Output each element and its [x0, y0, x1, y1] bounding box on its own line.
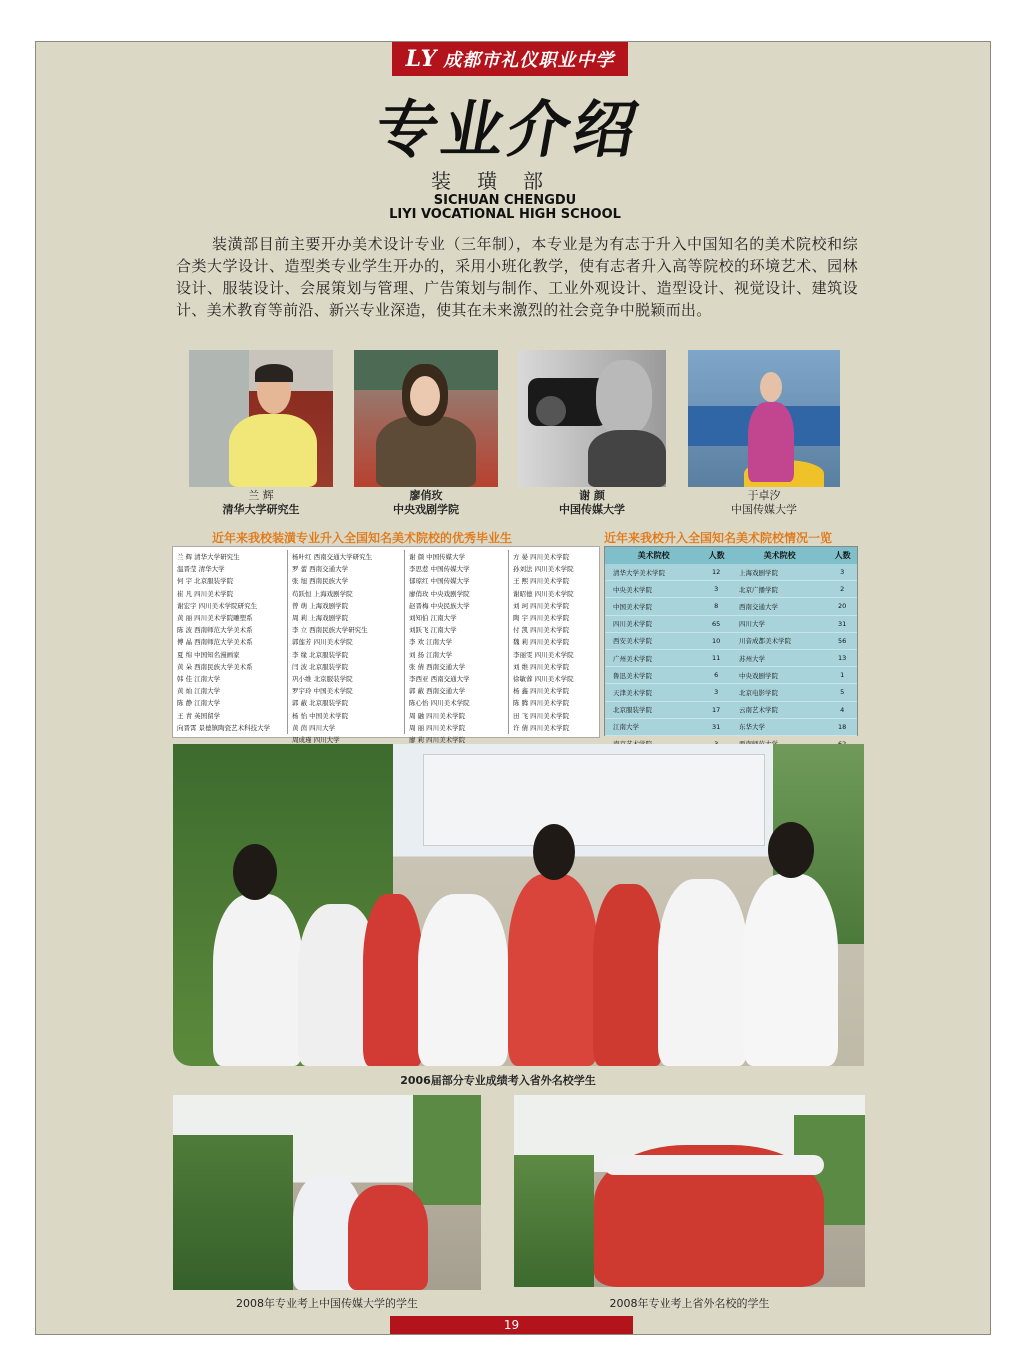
schools-table-row: [605, 718, 857, 735]
schools-table-row: [605, 615, 857, 632]
alumni-school: 中国传媒大学: [559, 503, 625, 516]
graduate-entry: 刘 扬 江南大学: [409, 650, 453, 659]
graduate-entry: 刘 维 四川美术学院: [513, 662, 570, 671]
outside-2008-caption: 2008年专业考上省外名校的学生: [609, 1297, 770, 1310]
graduate-entry: 夏 绵 中国知名漫画家: [177, 650, 240, 659]
school-name-cell: 云南艺术学院: [731, 701, 828, 718]
student-count-cell: 31: [702, 718, 731, 735]
english-name-line2: LIYI VOCATIONAL HIGH SCHOOL: [389, 207, 621, 222]
school-name: 成都市礼仪职业中学: [443, 50, 615, 71]
graduate-entry: 廖 莉 四川美术学院: [409, 736, 466, 745]
graduate-entry: 谢宏宇 四川美术学院研究生: [177, 601, 258, 610]
alumni-name: 于卓汐: [747, 489, 781, 502]
group-2006-caption: 2006届部分专业成绩考入省外名校学生: [400, 1074, 596, 1087]
alumni-photo-1: [189, 350, 333, 487]
school-name-cell: 西安美术学院: [605, 632, 702, 649]
school-name-cell: 北京广播学院: [731, 581, 828, 598]
schools-table-row: [605, 564, 857, 581]
graduate-entry: 黄 朵 西南民族大学美术系: [177, 662, 253, 671]
graduate-entry: 苟跃恒 上海戏剧学院: [292, 589, 353, 598]
graduate-entry: 郁琼红 中国传媒大学: [409, 577, 470, 586]
student-count-cell: 17: [702, 701, 731, 718]
graduate-entry: 陶 宇 四川美术学院: [513, 614, 570, 623]
graduate-entry: 孙刘法 四川美术学院: [513, 565, 574, 574]
graduates-column-1: [177, 551, 270, 734]
graduate-entry: 李 缘 北京服装学院: [292, 650, 349, 659]
graduate-entry: 罗 蕾 西南交通大学: [292, 565, 349, 574]
alumni-photo-3: [518, 350, 666, 487]
graduate-entry: 张 倩 西南交通大学: [409, 662, 466, 671]
graduate-entry: 韩 佳 江南大学: [177, 675, 221, 684]
graduate-entry: 李思惹 中国传媒大学: [409, 565, 470, 574]
department-title: 装璜部: [431, 169, 569, 193]
graduate-entry: 崔 凡 四川美术学院: [177, 589, 234, 598]
school-name-cell: 东华大学: [731, 718, 828, 735]
graduate-entry: 田 飞 四川美术学院: [513, 711, 570, 720]
graduate-entry: 周成瑾 四川大学: [292, 736, 340, 745]
graduate-entry: 傅 晶 西南师范大学美术系: [177, 638, 253, 647]
graduates-list: [172, 546, 600, 745]
student-count-cell: 3: [702, 684, 731, 701]
student-count-cell: 2: [828, 581, 857, 598]
student-count-cell: 8: [702, 598, 731, 615]
school-logo: LY: [405, 46, 438, 72]
school-name-cell: 北京电影学院: [731, 684, 828, 701]
alumni-school: 中国传媒大学: [731, 503, 797, 516]
graduate-entry: 谢 颜 中国传媒大学: [409, 553, 466, 561]
alumni-caption-4: [688, 489, 840, 517]
alumni-photo-2: [354, 350, 498, 487]
header-cell: 人数: [828, 547, 857, 564]
graduate-entry: 闫 波 北京服装学院: [292, 662, 349, 671]
alumni-name: 廖俏玫: [409, 489, 443, 502]
student-count-cell: 4: [828, 701, 857, 718]
graduate-entry: 谢昭德 四川美术学院: [513, 589, 574, 598]
school-name-cell: 北京服装学院: [605, 701, 702, 718]
schools-table-row: [605, 649, 857, 666]
schools-table-row: [605, 701, 857, 718]
graduate-entry: 方 晏 四川美术学院: [513, 553, 570, 561]
alumni-name: 兰 辉: [248, 489, 274, 502]
group-photo-2006: [173, 744, 864, 1066]
schools-table-row: [605, 598, 857, 615]
graduate-entry: 李 立 西南民族大学研究生: [292, 626, 368, 635]
school-name-cell: 中央戏剧学院: [731, 667, 828, 684]
student-count-cell: 5: [828, 684, 857, 701]
page-title: 专业介绍: [369, 93, 647, 166]
schools-table-row: [605, 667, 857, 684]
graduate-entry: 王 青 英国留学: [177, 711, 221, 720]
header-cell: 人数: [702, 547, 731, 564]
graduate-entry: 陈 腾 四川美术学院: [513, 699, 570, 708]
schools-table-row: [605, 684, 857, 701]
school-banner: [392, 42, 628, 76]
header-cell: 美术院校: [605, 547, 702, 564]
graduate-entry: 李丽雯 四川美术学院: [513, 650, 574, 659]
graduate-entry: 黄 茵 四川大学: [292, 723, 336, 732]
graduate-entry: 郭 蔽 北京服装学院: [292, 699, 349, 708]
header-cell: 美术院校: [731, 547, 828, 564]
graduate-entry: 刘 珂 四川美术学院: [513, 601, 570, 610]
student-count-cell: 56: [828, 632, 857, 649]
school-name-cell: 中国美术学院: [605, 598, 702, 615]
student-count-cell: 3: [702, 581, 731, 598]
student-count-cell: 65: [702, 615, 731, 632]
graduate-entry: 黄 灿 江南大学: [177, 687, 221, 696]
graduate-entry: 刘知伯 江南大学: [409, 614, 457, 623]
school-name-cell: 川音成都美术学院: [731, 632, 828, 649]
graduate-entry: 刘跃飞 江南大学: [409, 626, 457, 635]
school-name-cell: 鲁迅美术学院: [605, 667, 702, 684]
graduate-entry: 周 丽 四川美术学院: [409, 723, 466, 732]
graduate-entry: 曾 萌 上海戏剧学院: [292, 601, 349, 610]
graduate-entry: 李 欢 江南大学: [409, 638, 453, 647]
graduate-entry: 廖俏玫 中央戏剧学院: [409, 589, 470, 598]
graduate-entry: 许 倩 四川美术学院: [513, 723, 570, 732]
graduate-entry: 陈 波 西南师范大学美术系: [177, 626, 253, 635]
graduate-entry: 魏 莉 四川美术学院: [513, 638, 570, 647]
graduate-entry: 赵晋梅 中央民族大学: [409, 601, 470, 610]
graduate-entry: 郭莲芳 四川美术学院: [292, 638, 353, 647]
school-name-cell: 天津美术学院: [605, 684, 702, 701]
graduates-title: 近年来我校装潢专业升入全国知名美术院校的优秀毕业生: [212, 531, 513, 545]
graduate-entry: 何 宇 北京服装学院: [177, 577, 234, 586]
graduate-entry: 陈 静 江南大学: [177, 699, 221, 708]
photo-cuc-2008: [173, 1095, 481, 1290]
alumni-school: 清华大学研究生: [222, 503, 300, 516]
schools-table-row: [605, 581, 857, 598]
school-name-cell: 苏州大学: [731, 649, 828, 666]
student-count-cell: 18: [828, 718, 857, 735]
graduate-entry: 兰 辉 清华大学研究生: [177, 553, 240, 561]
student-count-cell: 20: [828, 598, 857, 615]
graduate-entry: 杨叶红 西南交通大学研究生: [292, 553, 373, 561]
alumni-name: 谢 颜: [579, 489, 605, 502]
alumni-caption-3: [518, 489, 666, 517]
school-name-cell: 广州美术学院: [605, 649, 702, 666]
graduate-entry: 付 凯 四川美术学院: [513, 626, 570, 635]
school-name-cell: 上海戏剧学院: [731, 564, 828, 581]
graduate-entry: 温晋莹 清华大学: [177, 565, 225, 574]
student-count-cell: 12: [702, 564, 731, 581]
english-name-line1: SICHUAN CHENGDU: [433, 193, 577, 208]
graduate-entry: 李西亚 西南交通大学: [409, 675, 470, 684]
schools-table-row: [605, 632, 857, 649]
page-number: 19: [390, 1316, 633, 1334]
schools-table-header: [605, 547, 857, 564]
intro-paragraph: 装潢部目前主要开办美术设计专业（三年制），本专业是为有志于升入中国知名的美术院校和综合类大学设计、造型类专业学生开办的，采用小班化教学，使有志者升入高等院校的环境艺术、园林设计、服装设计、会展策划与管理、广告策划与制作、工业外观设计、造型设计、视觉设计、建筑设计、美术教育等前沿、新兴专业深造，使其在未来激烈的社会竞争中脱颖而出。: [176, 235, 858, 319]
school-name-cell: 中央美术学院: [605, 581, 702, 598]
student-count-cell: 6: [702, 667, 731, 684]
graduate-entry: 黄 丽 四川美术学院雕塑系: [177, 614, 253, 623]
student-count-cell: 1: [828, 667, 857, 684]
cuc-2008-caption: 2008年专业考上中国传媒大学的学生: [236, 1297, 418, 1310]
alumni-caption-2: [354, 489, 498, 517]
school-name-cell: 四川大学: [731, 615, 828, 632]
student-count-cell: 11: [702, 649, 731, 666]
graduates-column-2: [292, 551, 372, 746]
school-name-cell: 江南大学: [605, 718, 702, 735]
alumni-photo-4: [688, 350, 840, 487]
school-name-cell: 西南交通大学: [731, 598, 828, 615]
student-count-cell: 31: [828, 615, 857, 632]
graduate-entry: 张 旭 西南民族大学: [292, 577, 349, 586]
graduate-entry: 周 融 四川美术学院: [409, 711, 466, 720]
graduate-entry: 徐敏蓉 四川美术学院: [513, 675, 574, 684]
student-count-cell: 13: [828, 649, 857, 666]
school-name-cell: 清华大学美术学院: [605, 564, 702, 581]
schools-title: 近年来我校升入全国知名美术院校情况一览: [604, 531, 833, 545]
graduate-entry: 罗宇玲 中国美术学院: [292, 687, 353, 696]
school-name-cell: 四川美术学院: [605, 615, 702, 632]
graduates-column-3: [409, 551, 470, 746]
alumni-school: 中央戏剧学院: [393, 503, 459, 516]
graduates-column-4: [513, 551, 574, 734]
graduate-entry: 杨 鑫 四川美术学院: [513, 687, 570, 696]
graduate-entry: 陈心怡 四川美术学院: [409, 699, 470, 708]
graduate-entry: 巩小维 北京服装学院: [292, 675, 353, 684]
graduate-entry: 周 莉 上海戏剧学院: [292, 614, 349, 623]
graduate-entry: 郭 蔽 西南交通大学: [409, 687, 466, 696]
alumni-caption-1: [189, 489, 333, 517]
graduate-entry: 杨 怡 中国美术学院: [292, 711, 349, 720]
schools-table: [604, 546, 858, 736]
graduate-entry: 王 熙 四川美术学院: [513, 577, 570, 586]
graduate-entry: 向晋霄 景德镇陶瓷艺术科技大学: [177, 723, 271, 732]
student-count-cell: 10: [702, 632, 731, 649]
student-count-cell: 3: [828, 564, 857, 581]
photo-outside-2008: [514, 1095, 865, 1287]
